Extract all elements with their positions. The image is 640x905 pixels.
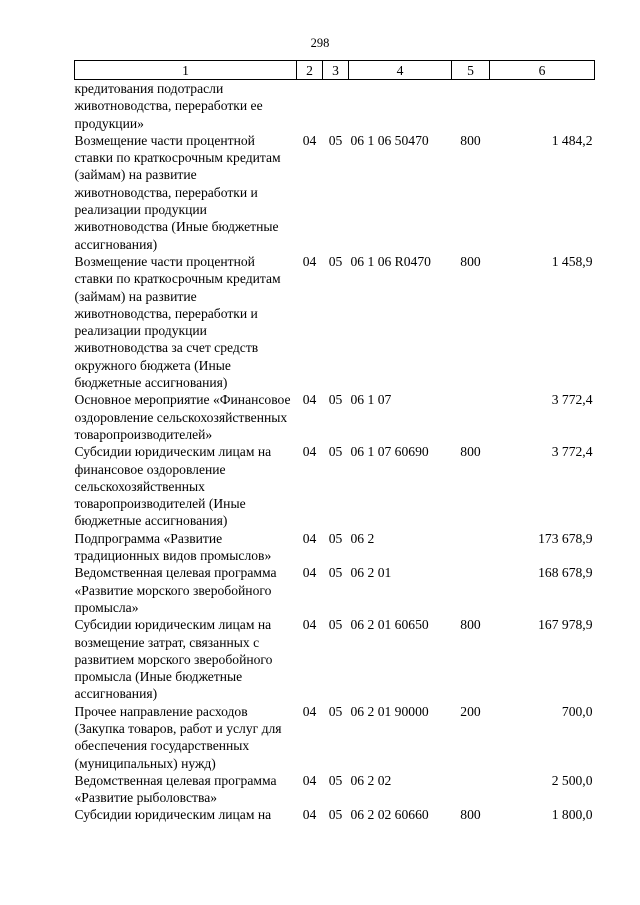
row-target-article-cell: 06 2 02 <box>350 772 392 788</box>
table-row <box>75 391 595 443</box>
row-section-cell: 04 <box>302 253 317 269</box>
table-row <box>75 772 595 807</box>
row-amount-cell: 1 484,2 <box>551 132 593 148</box>
row-section-cell: 04 <box>302 565 317 581</box>
table-row <box>75 616 595 702</box>
row-description-cell: Ведомственная целевая программа «Развитие рыболовства» <box>74 772 277 806</box>
page-number: 298 <box>310 36 330 50</box>
row-target-article-cell <box>349 80 452 132</box>
table-row <box>75 132 595 253</box>
row-section-cell: 04 <box>302 807 317 823</box>
table-row <box>75 806 595 823</box>
table-row <box>75 703 595 772</box>
row-subsection-cell: 05 <box>328 807 343 823</box>
row-subsection-cell: 05 <box>328 565 343 581</box>
row-expense-type-cell <box>452 391 490 443</box>
row-expense-type-cell <box>452 772 490 807</box>
row-section-cell: 04 <box>302 703 317 719</box>
row-description-cell: Ведомственная целевая программа «Развитие морского зверобойного промысла» <box>74 565 277 615</box>
row-target-article-cell: 06 1 07 <box>350 392 392 408</box>
column-header: 6 <box>490 61 595 80</box>
row-target-article-cell: 06 2 01 <box>350 565 392 581</box>
row-subsection-cell: 05 <box>328 444 343 460</box>
row-description-cell: Основное мероприятие «Финансовое оздоровление сельскохозяйственных товаропроизводителей» <box>74 392 291 442</box>
column-header: 1 <box>75 61 297 80</box>
table-row <box>75 253 595 391</box>
table-row <box>75 443 595 529</box>
row-amount-cell <box>490 80 595 132</box>
row-section-cell: 04 <box>302 392 317 408</box>
row-amount-cell: 3 772,4 <box>551 392 593 408</box>
row-section-cell: 04 <box>302 444 317 460</box>
row-section-cell <box>297 80 323 132</box>
row-amount-cell: 2 500,0 <box>551 772 593 788</box>
column-header: 3 <box>323 61 349 80</box>
row-subsection-cell: 05 <box>328 253 343 269</box>
row-expense-type-cell <box>452 80 490 132</box>
row-subsection-cell <box>323 80 349 132</box>
row-description-cell: Возмещение части процентной ставки по краткосрочным кредитам (займам) на развитие животноводства, переработки и реализации продукции животноводства за счет средств окружного бюджета (Иные бюджетные ассигнования) <box>74 253 281 391</box>
row-expense-type-cell <box>452 530 490 565</box>
row-amount-cell: 1 800,0 <box>551 807 593 823</box>
row-description-cell: Субсидии юридическим лицам на финансовое оздоровление сельскохозяйственных товаропроизводителей (Иные бюджетные ассигнования) <box>74 444 272 529</box>
row-target-article-cell: 06 2 01 60650 <box>350 617 429 633</box>
row-amount-cell: 168 678,9 <box>538 565 593 581</box>
row-subsection-cell: 05 <box>328 617 343 633</box>
row-amount-cell: 3 772,4 <box>551 444 593 460</box>
row-expense-type-cell: 800 <box>460 444 481 460</box>
row-expense-type-cell: 800 <box>460 132 481 148</box>
table-header-row <box>75 61 595 80</box>
row-description-cell: Субсидии юридическим лицам на возмещение затрат, связанных с развитием морского зверобойного промысла (Иные бюджетные ассигнования) <box>74 617 273 702</box>
row-subsection-cell: 05 <box>328 703 343 719</box>
row-amount-cell: 700,0 <box>561 703 593 719</box>
row-section-cell: 04 <box>302 617 317 633</box>
row-target-article-cell: 06 2 <box>350 530 375 546</box>
budget-table <box>74 60 595 824</box>
row-section-cell: 04 <box>302 132 317 148</box>
row-subsection-cell: 05 <box>328 772 343 788</box>
row-section-cell: 04 <box>302 772 317 788</box>
row-target-article-cell: 06 2 02 60660 <box>350 807 429 823</box>
row-amount-cell: 1 458,9 <box>551 253 593 269</box>
row-description-cell: Субсидии юридическим лицам на <box>74 807 272 823</box>
row-expense-type-cell: 200 <box>460 703 481 719</box>
row-description-cell: Прочее направление расходов (Закупка товаров, работ и услуг для обеспечения государственных (муниципальных) нужд) <box>74 703 282 771</box>
row-amount-cell: 173 678,9 <box>538 530 593 546</box>
row-target-article-cell: 06 1 06 50470 <box>350 132 429 148</box>
table-row <box>75 80 595 132</box>
row-description-cell: Подпрограмма «Развитие традиционных видов промыслов» <box>74 530 272 564</box>
table-row <box>75 530 595 565</box>
row-expense-type-cell <box>452 564 490 616</box>
column-header: 4 <box>349 61 452 80</box>
row-target-article-cell: 06 2 01 90000 <box>350 703 429 719</box>
row-target-article-cell: 06 1 06 R0470 <box>350 253 431 269</box>
table-row <box>75 564 595 616</box>
row-subsection-cell: 05 <box>328 530 343 546</box>
column-header: 5 <box>452 61 490 80</box>
row-subsection-cell: 05 <box>328 132 343 148</box>
row-subsection-cell: 05 <box>328 392 343 408</box>
row-expense-type-cell: 800 <box>460 807 481 823</box>
row-amount-cell: 167 978,9 <box>538 617 593 633</box>
row-description-cell: Возмещение части процентной ставки по краткосрочным кредитам (займам) на развитие животноводства, переработки и реализации продукции животноводства (Иные бюджетные ассигнования) <box>74 132 281 252</box>
row-expense-type-cell: 800 <box>460 253 481 269</box>
column-header: 2 <box>297 61 323 80</box>
row-target-article-cell: 06 1 07 60690 <box>350 444 429 460</box>
row-description-cell: кредитования подотрасли животноводства, переработки ее продукции» <box>74 81 263 131</box>
row-expense-type-cell: 800 <box>460 617 481 633</box>
row-section-cell: 04 <box>302 530 317 546</box>
